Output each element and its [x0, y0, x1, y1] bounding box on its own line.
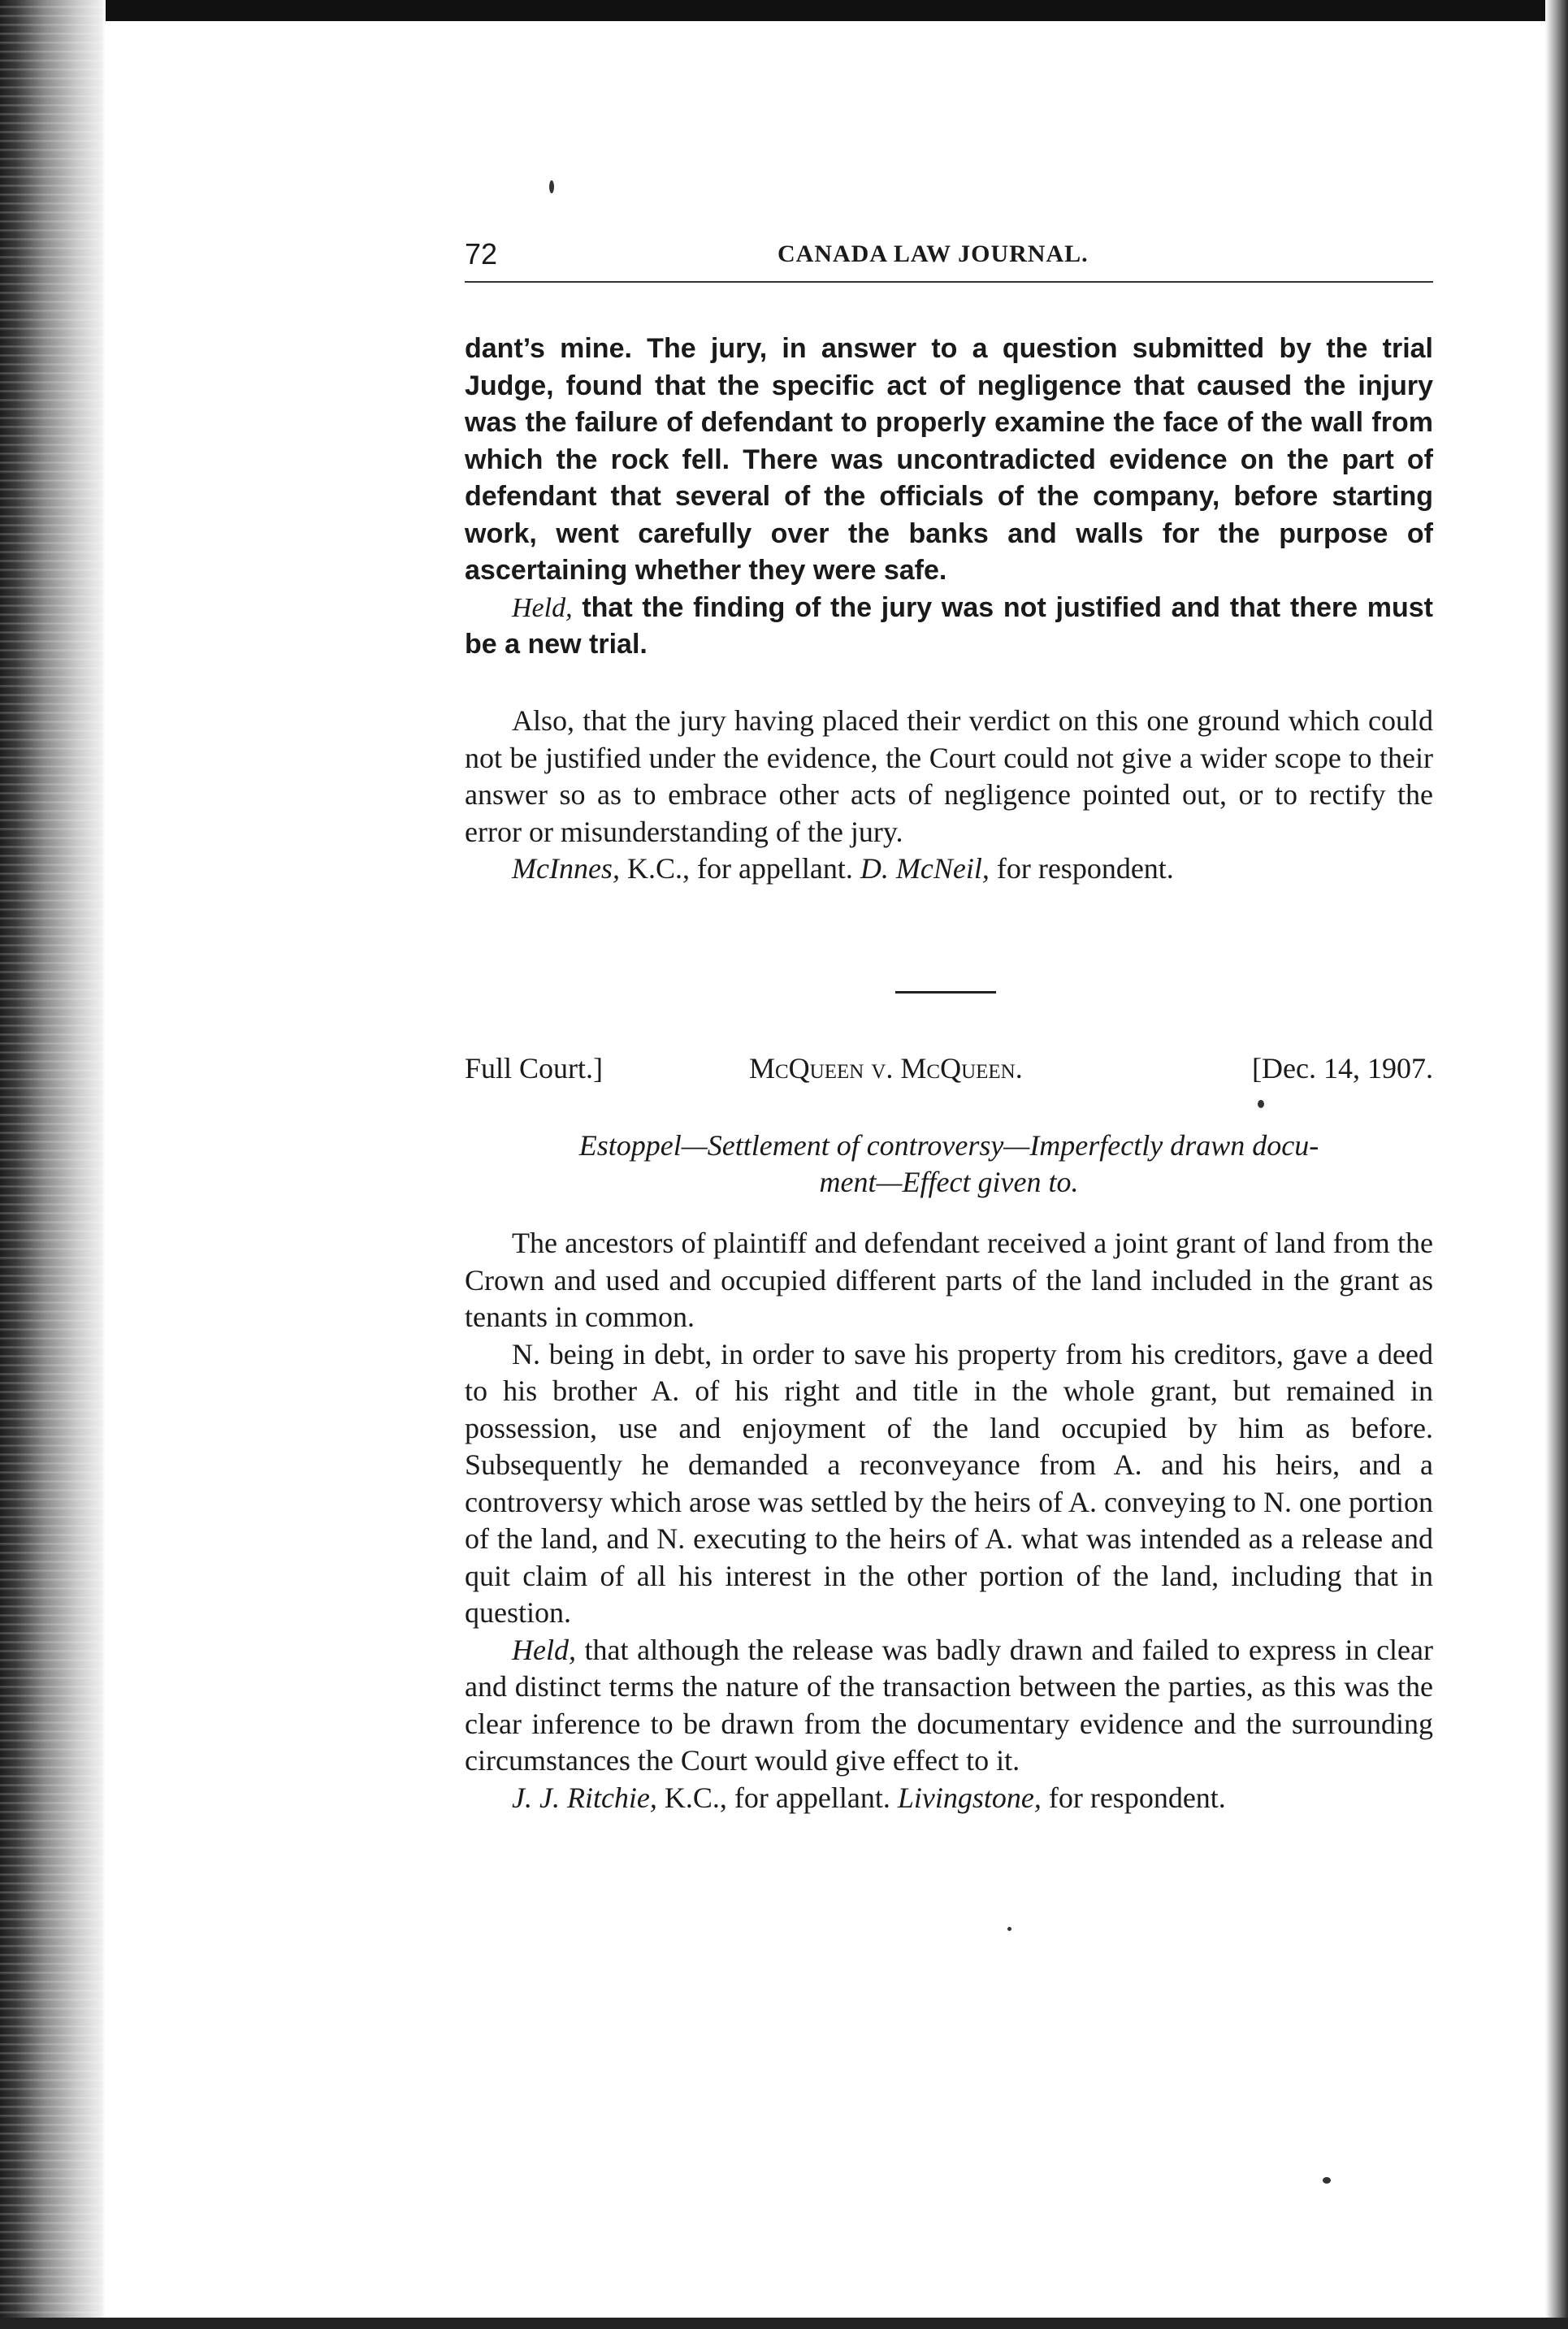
- scan-speck: [549, 180, 554, 193]
- counsel-respondent-name: D. McNeil,: [860, 852, 990, 885]
- case1-paragraph: dant’s mine. The jury, in answer to a question submitted by the trial Judge, found that the specific act of negligence that caused the injury was the failure of defendant to properly examine the face of the wall from which the rock fell. There was uncontradicted evidence on the part of defendant that several of the officials of the company, before starting work, went carefully over the banks and walls for the purpose of ascertaining whether they were safe.: [465, 333, 1433, 586]
- counsel-appellant-text: K.C., for appellant.: [656, 1781, 898, 1814]
- counsel-appellant-name: McInnes,: [512, 852, 620, 885]
- case1-counsel: [465, 851, 1433, 888]
- section-divider: [895, 991, 996, 994]
- scan-speck: [1258, 1100, 1264, 1108]
- case2-held: [465, 1632, 1433, 1780]
- scan-streaks-left: [0, 0, 106, 2329]
- held-text: that the finding of the jury was not justified and that there must be a new trial.: [465, 591, 1433, 660]
- case-court: Full Court.]: [465, 1052, 604, 1084]
- case2-paragraph: The ancestors of plaintiff and defendant received a joint grant of land from the Crown and used and occupied different parts of the land included in the grant as tenants in common.: [465, 1227, 1433, 1333]
- page-number: 72: [465, 237, 498, 271]
- scan-speck: [1323, 2177, 1331, 2184]
- header-rule: [465, 281, 1433, 283]
- case1-also-paragraph: Also, that the jury having placed their verdict on this one ground which could not be justified under the evidence, the Court could not give a wider scope to their answer so as to embrace other acts of negligence pointed out, or to rectify the error or misunderstanding of the jury.: [465, 704, 1433, 848]
- held-label: Held,: [512, 1633, 576, 1666]
- scan-border-right: [1545, 0, 1568, 2329]
- scan-border-bottom: [0, 2318, 1568, 2329]
- counsel-respondent-text: for respondent.: [989, 852, 1174, 885]
- counsel-appellant-text: K.C., for appellant.: [619, 852, 860, 885]
- page-header: [465, 237, 1433, 270]
- counsel-appellant-name: J. J. Ritchie,: [512, 1781, 657, 1814]
- journal-title: CANADA LAW JOURNAL.: [778, 240, 1089, 267]
- case1-also: [465, 703, 1433, 888]
- counsel-respondent-name: Livingstone,: [897, 1781, 1042, 1814]
- scan-border-top: [0, 0, 1568, 21]
- headnote-line: Estoppel—Settlement of controversy—Imperfectly drawn docu-: [578, 1129, 1319, 1162]
- case1-body: [465, 331, 1433, 664]
- case-date: [Dec. 14, 1907.: [1252, 1052, 1433, 1084]
- case1-held: [465, 590, 1433, 664]
- case2-counsel: [465, 1780, 1433, 1817]
- counsel-respondent-text: for respondent.: [1041, 1781, 1226, 1814]
- case2-paragraph: N. being in debt, in order to save his property from his creditors, gave a deed to his brother A. of his right and title in the whole grant, but remained in possession, use and enjoyment of the land occupied by him as before. Subsequently he demanded a reconveyance from A. and his heirs, and a controversy which arose was settled by the heirs of A. conveying to N. one portion of the land, and N. executing to the heirs of A. what was intended as a release and quit claim of all his interest in the other portion of the land, including that in question.: [465, 1337, 1433, 1629]
- case2-headnote: [465, 1128, 1433, 1201]
- case2-body: [465, 1225, 1433, 1816]
- held-text: that although the release was badly drawn and failed to express in clear and distinct terms the nature of the transaction between the parties, as this was the clear inference to be drawn from the documentary evidence and the surrounding circumstances the Court would give effect to it.: [465, 1633, 1433, 1777]
- case2-caption: [465, 1051, 1433, 1092]
- scan-speck: [1007, 1927, 1011, 1931]
- headnote-line: ment—Effect given to.: [819, 1166, 1079, 1198]
- case-name: McQueen v. McQueen.: [749, 1052, 1023, 1084]
- held-label: Held,: [512, 592, 573, 623]
